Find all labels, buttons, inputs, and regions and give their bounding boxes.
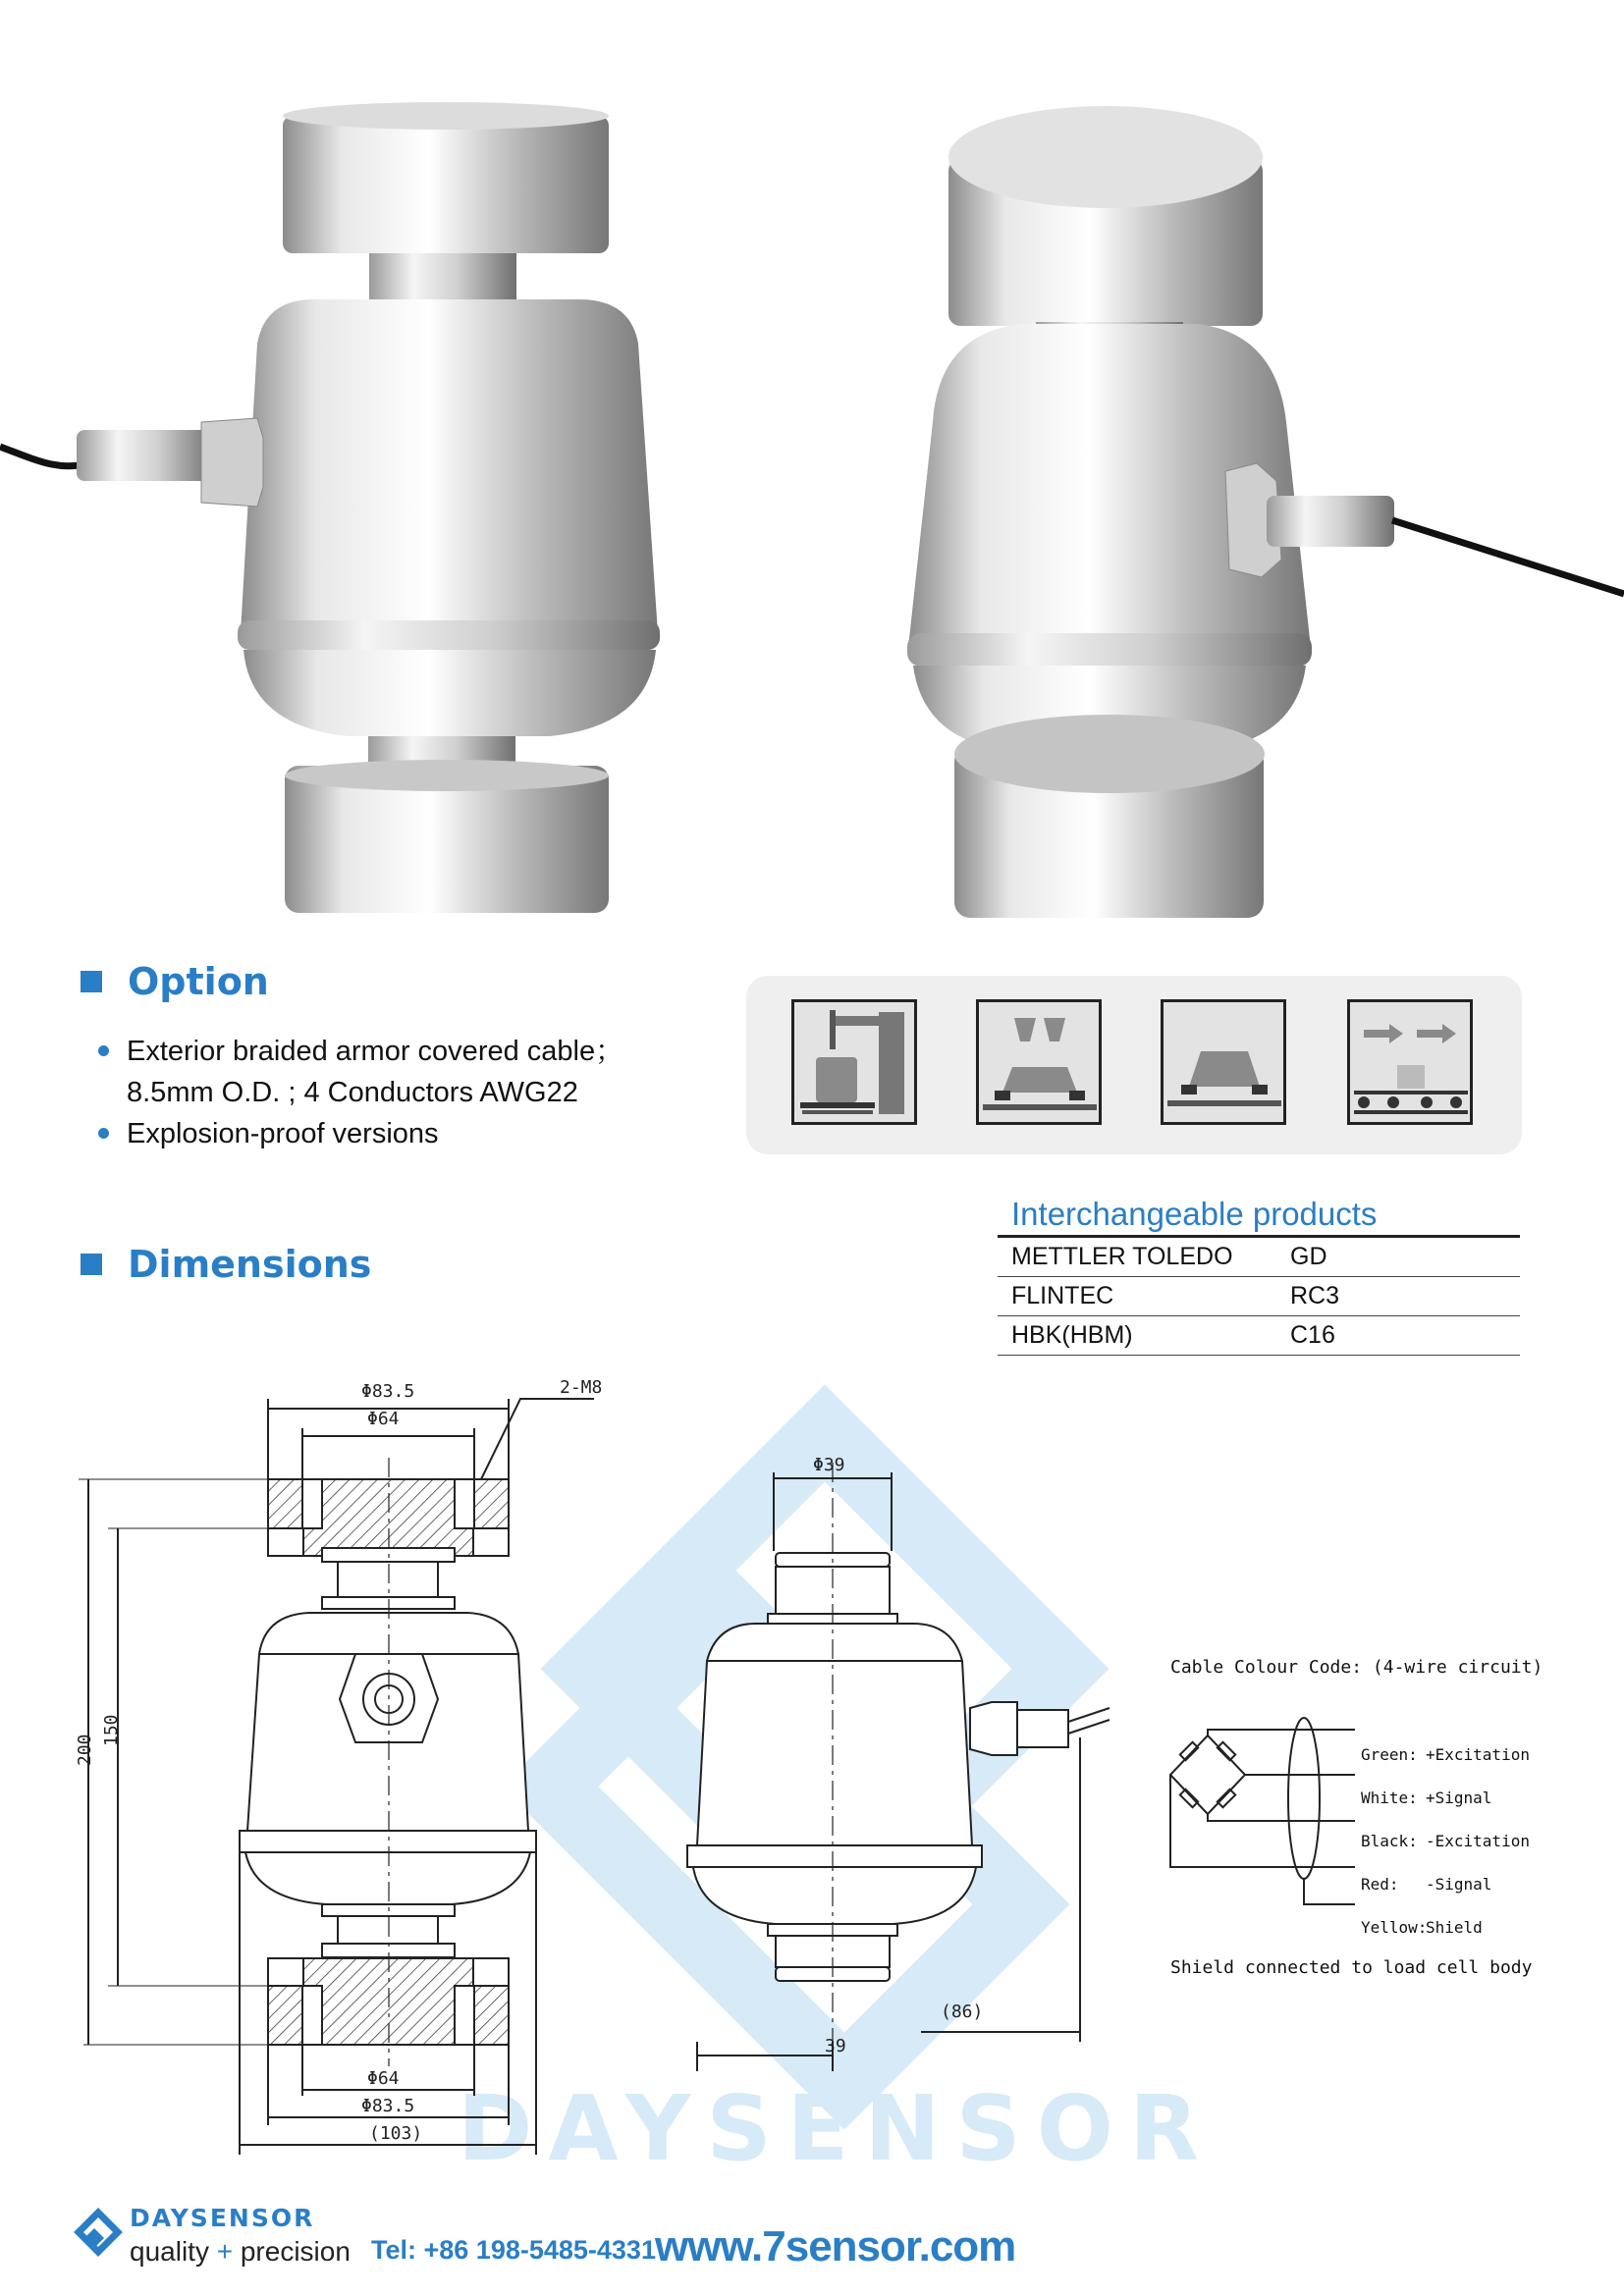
wire-signal: -Signal <box>1426 1875 1492 1894</box>
model-cell: GD <box>1276 1237 1520 1277</box>
table-row <box>998 1277 1520 1316</box>
table-row <box>998 1316 1520 1356</box>
wire-color: Red: <box>1361 1875 1399 1894</box>
interchangeable-title: Interchangeable products <box>1011 1196 1378 1232</box>
model-cell: C16 <box>1276 1316 1520 1356</box>
footer-brand: DAYSENSOR <box>130 2204 315 2232</box>
daysensor-logo-icon <box>73 2209 124 2260</box>
option-bullet-text: Explosion-proof versions <box>127 1118 439 1149</box>
dim-height-total: 200 <box>75 1734 95 1766</box>
option-bullet-text: 8.5mm O.D. ; 4 Conductors AWG22 <box>127 1077 578 1108</box>
section-square-icon <box>81 1254 102 1275</box>
dimensions-heading <box>81 1243 371 1286</box>
wire-signal: +Excitation <box>1426 1745 1530 1764</box>
interchangeable-table <box>998 1235 1520 1356</box>
bullet-icon <box>98 1128 109 1139</box>
product-photo-angle <box>864 98 1624 942</box>
bin-weighing-icon <box>1161 999 1286 1125</box>
wire-signal: +Signal <box>1426 1789 1492 1807</box>
silo-tank-weighing-icon <box>791 999 917 1125</box>
footer-phone: Tel: +86 198-5485-4331 <box>371 2235 656 2265</box>
shield-note: Shield connected to load cell body <box>1170 1957 1533 1978</box>
wire-color: Green: <box>1361 1745 1418 1764</box>
wire-signal: -Excitation <box>1426 1832 1530 1850</box>
wire-row <box>1361 1777 1530 1820</box>
dim-side-diameter: Φ39 <box>813 1455 845 1475</box>
dimension-drawing-side <box>677 1443 1129 2081</box>
dim-side-offset: (86) <box>941 2002 984 2022</box>
section-square-icon <box>81 971 102 992</box>
dim-height-inner: 150 <box>101 1714 122 1746</box>
brand-cell: HBK(HBM) <box>998 1316 1276 1356</box>
list-item <box>98 1031 623 1113</box>
cable-code-title: Cable Colour Code: (4-wire circuit) <box>1170 1657 1543 1678</box>
dimensions-title: Dimensions <box>128 1243 372 1286</box>
option-bullet-text: Exterior braided armor covered cable； <box>127 1036 624 1067</box>
dim-top-outer: Φ83.5 <box>361 1381 415 1402</box>
tagline-precision: precision <box>240 2236 351 2267</box>
dim-width-total: (103) <box>369 2123 423 2144</box>
dim-side-bottom: 39 <box>825 2036 846 2056</box>
option-list <box>98 1031 623 1154</box>
tagline-quality: quality <box>130 2236 209 2267</box>
dim-thread: 2-M8 <box>560 1377 603 1398</box>
bullet-icon <box>98 1045 109 1056</box>
wiring-diagram <box>1168 1718 1365 1924</box>
option-title: Option <box>128 960 269 1003</box>
list-item <box>98 1113 623 1154</box>
footer-website-link[interactable]: www.7sensor.com <box>655 2222 1016 2270</box>
wire-color: White: <box>1361 1789 1418 1807</box>
wire-row <box>1361 1820 1530 1863</box>
applications-panel <box>746 976 1522 1154</box>
hopper-weighing-icon <box>976 999 1102 1125</box>
product-photo-front <box>0 98 687 942</box>
table-row <box>998 1237 1520 1277</box>
wire-row <box>1361 1734 1530 1777</box>
dim-bottom-outer: Φ83.5 <box>361 2096 415 2116</box>
watermark-text: DAYSENSOR <box>458 2076 1215 2181</box>
wire-row <box>1361 1906 1530 1949</box>
option-heading <box>81 960 269 1003</box>
tagline-plus: + <box>216 2236 234 2267</box>
footer-tagline <box>130 2236 351 2268</box>
brand-cell: FLINTEC <box>998 1277 1276 1316</box>
wire-list <box>1361 1734 1530 1949</box>
conveyor-weighing-icon <box>1347 999 1473 1125</box>
wire-row <box>1361 1863 1530 1906</box>
model-cell: RC3 <box>1276 1277 1520 1316</box>
dim-bottom-inner: Φ64 <box>367 2068 400 2089</box>
wire-signal: Shield <box>1426 1918 1483 1937</box>
brand-cell: METTLER TOLEDO <box>998 1237 1276 1277</box>
dim-top-inner: Φ64 <box>367 1409 400 1429</box>
wire-color: Yellow: <box>1361 1918 1428 1937</box>
dimension-drawing-front <box>75 1369 648 2155</box>
wire-color: Black: <box>1361 1832 1418 1850</box>
